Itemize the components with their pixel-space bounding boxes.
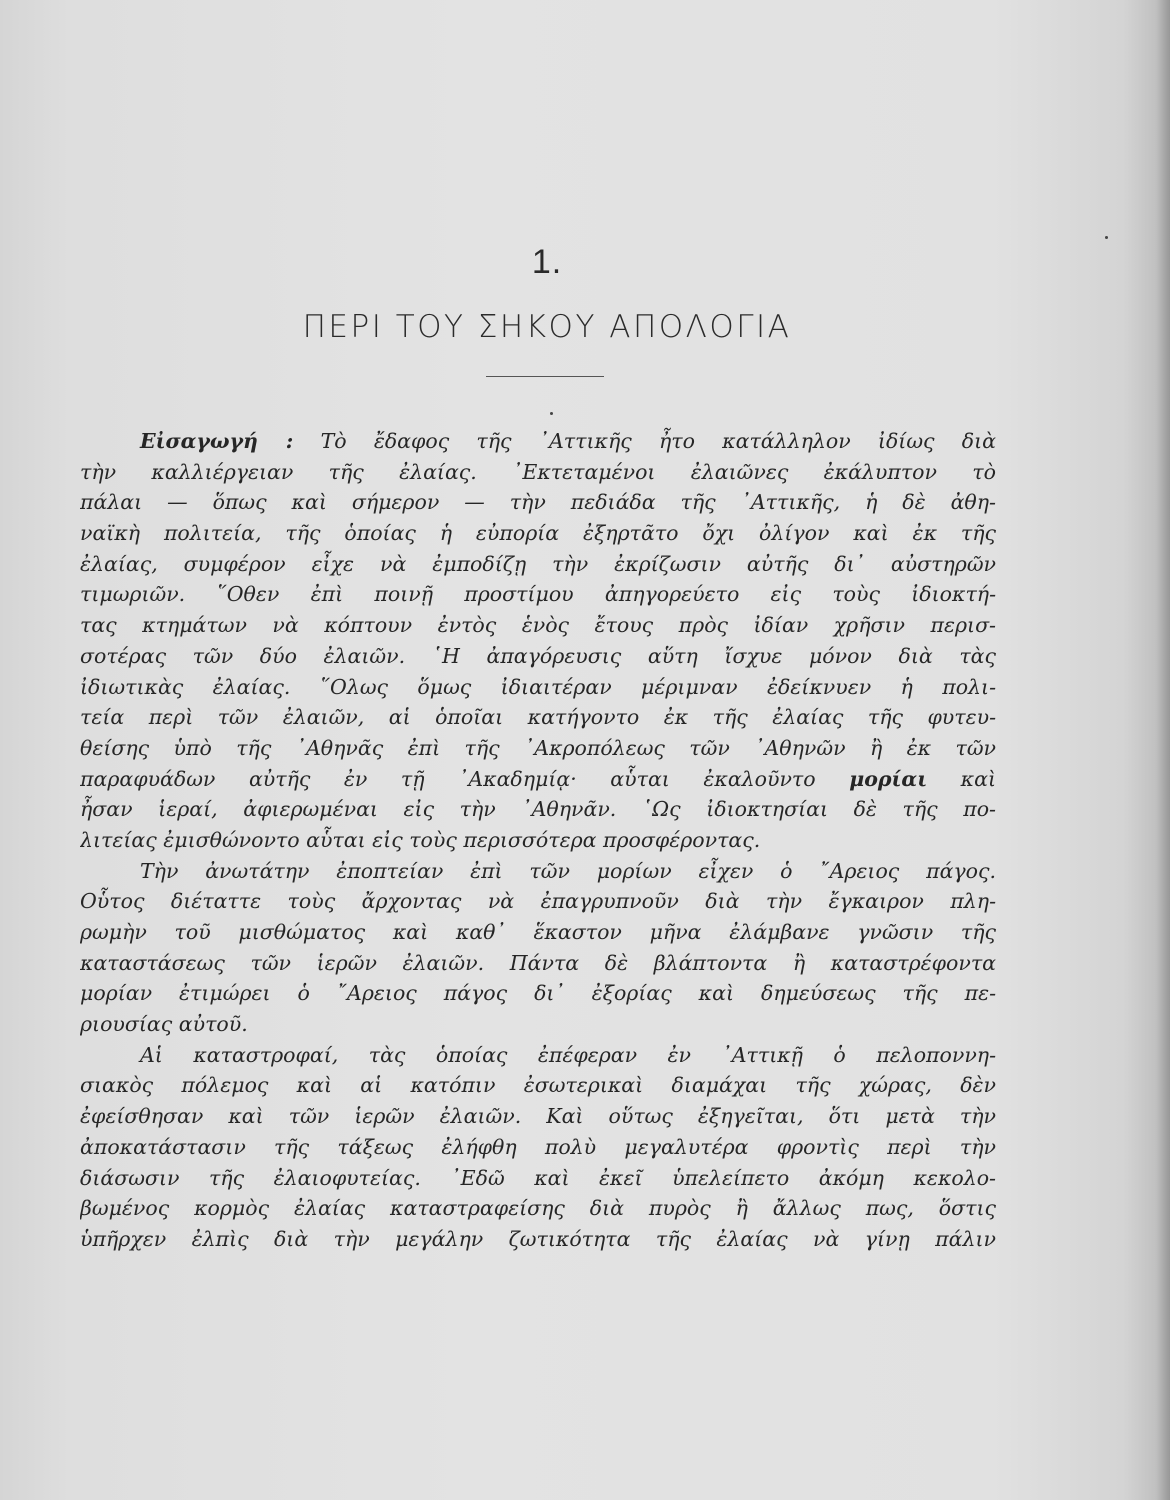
text-line: ἦσαν ἱεραί, ἀφιερωμέναι εἰς τὴν ᾿Αθηνᾶν. ῾Ως ἰδιοκτησίαι δὲ τῆς πο- <box>80 797 996 822</box>
text-line: μορίαν ἐτιμώρει ὁ ῎Αρειος πάγος δι᾿ ἐξορίας καὶ δημεύσεως τῆς πε- <box>80 981 996 1006</box>
text-line: σιακὸς πόλεμος καὶ αἱ κατόπιν ἐσωτερικαὶ διαμάχαι τῆς χώρας, δὲν <box>80 1073 996 1098</box>
text-line: τας κτημάτων νὰ κόπτουν ἐντὸς ἑνὸς ἔτους πρὸς ἰδίαν χρῆσιν περισ- <box>80 613 996 638</box>
text-line: τεία περὶ τῶν ἐλαιῶν, αἱ ὁποῖαι κατήγοντο ἐκ τῆς ἐλαίας τῆς φυτευ- <box>80 705 996 730</box>
text-line: ναϊκὴ πολιτεία, τῆς ὁποίας ἡ εὐπορία ἐξηρτᾶτο ὄχι ὀλίγον καὶ ἐκ τῆς <box>80 521 996 546</box>
text-line: Τὴν ἀνωτάτην ἐποπτείαν ἐπὶ τῶν μορίων εἶχεν ὁ ῎Αρειος πάγος. <box>140 858 996 883</box>
text-line: ἐφείσθησαν καὶ τῶν ἱερῶν ἐλαιῶν. Καὶ οὕτως ἐξηγεῖται, ὅτι μετὰ τὴν <box>80 1104 996 1129</box>
text-line: λιτείας ἐμισθώνοντο αὗται εἰς τοὺς περισσότερα προσφέροντας. <box>80 827 761 852</box>
text-line: Εἰσαγωγή : Τὸ ἔδαφος τῆς ᾿Αττικῆς ἦτο κατάλληλον ἰδίως διὰ <box>140 429 996 453</box>
body-text <box>80 426 996 1255</box>
text-line: ριουσίας αὐτοῦ. <box>80 1012 248 1037</box>
text-line: διάσωσιν τῆς ἐλαιοφυτείας. ᾿Εδῶ καὶ ἐκεῖ ὑπελείπετο ἀκόμη κεκολο- <box>80 1165 996 1190</box>
text-line: τιμωριῶν. ῞Οθεν ἐπὶ ποινῇ προστίμου ἀπηγορεύετο εἰς τοὺς ἰδιοκτή- <box>80 582 996 607</box>
title-rule <box>486 376 604 377</box>
print-speck <box>1105 236 1108 239</box>
text-line: ἀποκατάστασιν τῆς τάξεως ἐλήφθη πολὺ μεγαλυτέρα φροντὶς περὶ τὴν <box>80 1134 996 1159</box>
text-line: Οὗτος διέταττε τοὺς ἄρχοντας νὰ ἐπαγρυπνοῦν διὰ τὴν ἔγκαιρον πλη- <box>80 889 996 914</box>
text-line: σοτέρας τῶν δύο ἐλαιῶν. ῾Η ἀπαγόρευσις αὕτη ἴσχυε μόνον διὰ τὰς <box>80 643 996 668</box>
print-speck <box>550 412 553 415</box>
text-line: Αἱ καταστροφαί, τὰς ὁποίας ἐπέφεραν ἐν ᾿Αττικῇ ὁ πελοποννη- <box>140 1042 996 1067</box>
text-line: βωμένος κορμὸς ἐλαίας καταστραφείσης διὰ πυρὸς ἢ ἄλλως πως, ὅστις <box>80 1196 996 1221</box>
text-line: θείσης ὑπὸ τῆς ᾿Αθηνᾶς ἐπὶ τῆς ᾿Ακροπόλεως τῶν ᾿Αθηνῶν ἢ ἐκ τῶν <box>80 735 996 760</box>
text-line: καταστάσεως τῶν ἱερῶν ἐλαιῶν. Πάντα δὲ βλάπτοντα ἢ καταστρέφοντα <box>80 950 996 975</box>
lead-label: Εἰσαγωγή : <box>140 429 294 453</box>
text-line: ρωμὴν τοῦ μισθώματος καὶ καθ᾿ ἕκαστον μῆνα ἐλάμβανε γνῶσιν τῆς <box>80 920 996 944</box>
text-line: παραφυάδων αὐτῆς ἐν τῇ ᾿Ακαδημίᾳ· αὗται ἐκαλοῦντο μορίαι καὶ <box>80 766 996 791</box>
text-line: ὑπῆρχεν ἐλπὶς διὰ τὴν μεγάλην ζωτικότητα τῆς ἐλαίας νὰ γίνῃ πάλιν <box>80 1226 996 1251</box>
text-line: ἐλαίας, συμφέρον εἶχε νὰ ἐμποδίζῃ τὴν ἐκρίζωσιν αὐτῆς δι᾿ αὐστηρῶν <box>80 551 996 576</box>
text-line: τὴν καλλιέργειαν τῆς ἐλαίας. ᾿Εκτεταμένοι ἐλαιῶνες ἐκάλυπτον τὸ <box>80 459 996 484</box>
chapter-title: ΠΕΡΙ ΤΟΥ ΣΗΚΟΥ ΑΠΟΛΟΓΙΑ <box>302 309 792 345</box>
chapter-number: 1. <box>531 243 563 281</box>
page-edge-shadow <box>1156 0 1170 1500</box>
text-line: πάλαι — ὅπως καὶ σήμερον — τὴν πεδιάδα τῆς ᾿Αττικῆς, ἡ δὲ ἀθη- <box>80 490 996 515</box>
bold-term: μορίαι <box>849 766 928 791</box>
text-line: ἰδιωτικὰς ἐλαίας. ῞Ολως ὅμως ἰδιαιτέραν μέριμναν ἐδείκνυεν ἡ πολι- <box>80 674 996 699</box>
